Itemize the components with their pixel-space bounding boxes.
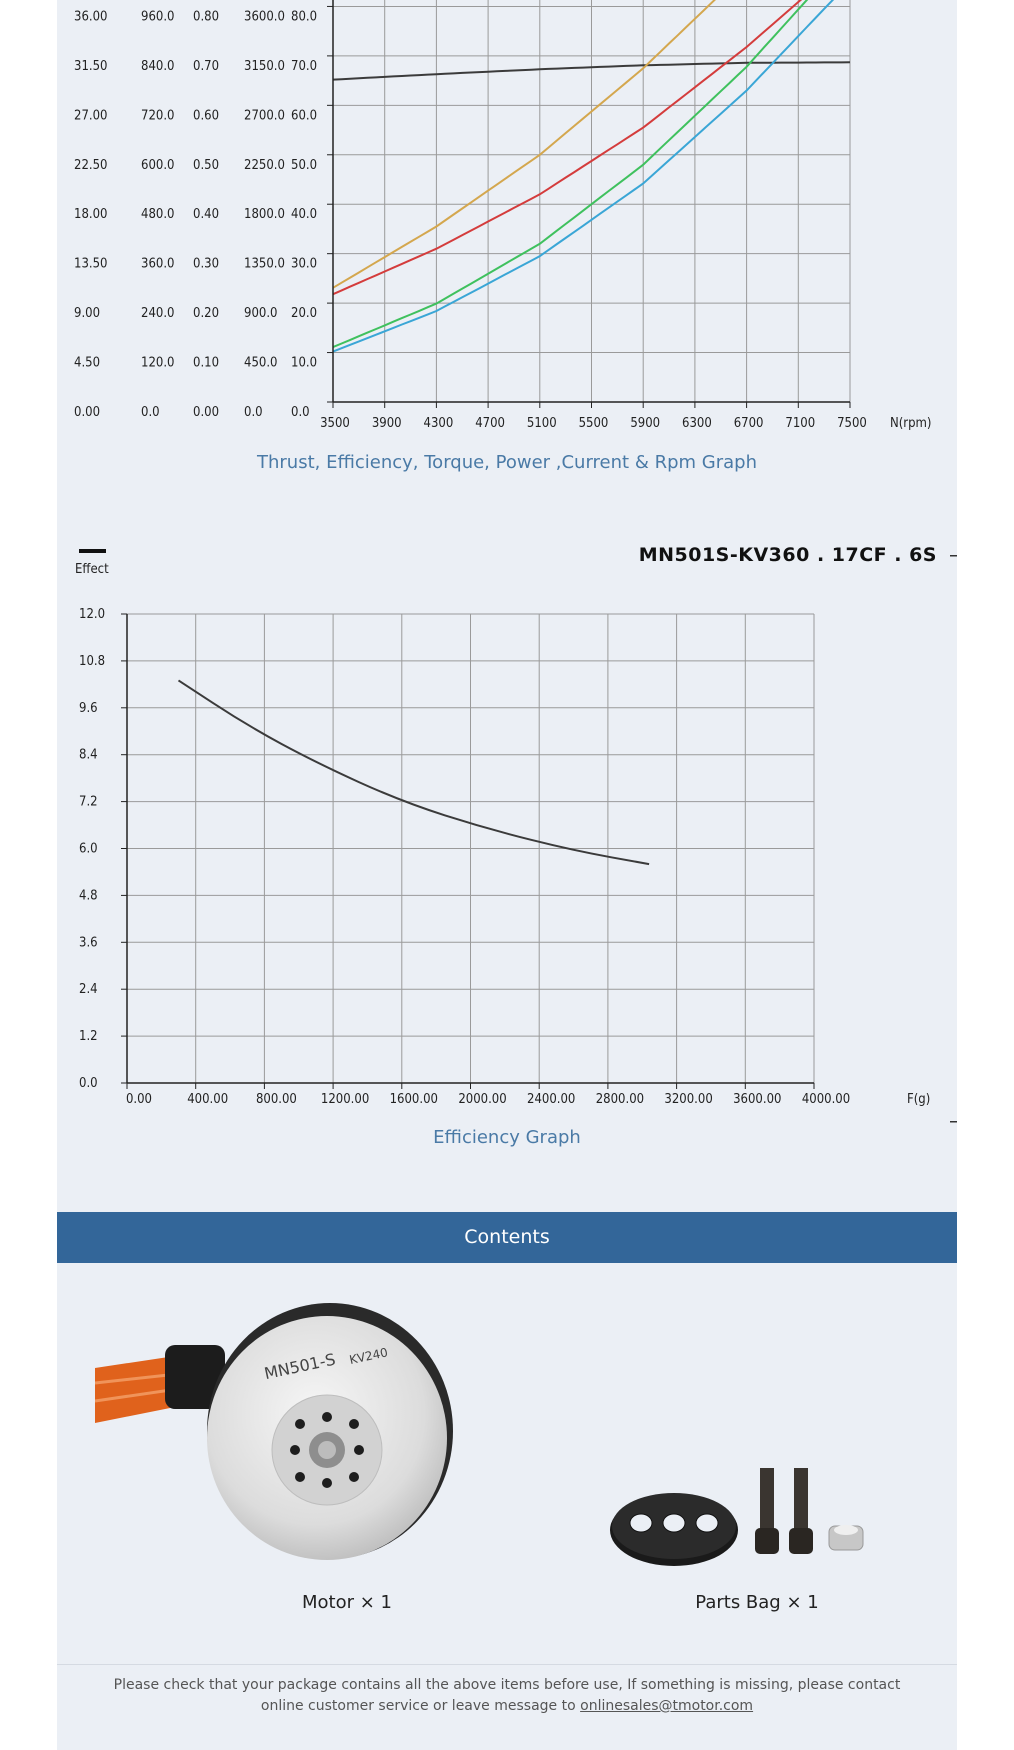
y-tick-label: 2.4 [79,982,98,998]
y-tick-label: 3.6 [79,935,98,951]
parts-bag-label: Parts Bag × 1 [695,1592,819,1613]
y-tick-label: 30.0 [291,256,318,272]
y-tick-label: 9.00 [74,306,101,322]
x-tick-label: 5500 [578,416,609,431]
x-tick-label: 5900 [630,416,661,431]
x-tick-label: 0.00 [125,1092,153,1107]
y-tick-label: 13.50 [74,256,108,272]
y-tick-label: 70.0 [291,58,318,74]
y-tick-label: 0.0 [291,405,310,420]
y-tick-label: 1.2 [79,1029,98,1045]
y-tick-label: 4.50 [74,355,101,371]
x-tick-label: 4000.00 [801,1092,851,1107]
y-tick-label: 960.0 [141,9,175,25]
y-tick-label: 0.0 [79,1076,98,1091]
y-tick-label: 0.00 [193,405,220,420]
motor-model-text: MN501-S [262,1349,338,1384]
y-tick-label: 4.8 [79,888,98,904]
x-tick-label: 6300 [682,416,712,431]
y-tick-label: 0.0 [244,405,263,420]
y-tick-label: 2700.0 [244,108,285,124]
contents-header: Contents [57,1212,957,1263]
x-tick-label: 4300 [423,416,454,431]
x-tick-label: 7500 [837,416,867,431]
y-tick-label: 0.60 [193,108,220,124]
x-tick-label: 3200.00 [664,1092,713,1107]
y-tick-label: 8.4 [79,747,98,763]
y-tick-label: 60.0 [291,108,318,124]
motor-label: Motor × 1 [302,1592,392,1613]
y-tick-label: 10.8 [79,653,106,669]
x-axis-label: F(g) [907,1092,931,1107]
y-tick-label: 120.0 [141,355,175,371]
motor-image [95,1283,495,1613]
parts-bag-image [597,1450,957,1580]
x-tick-label: 2800.00 [595,1092,645,1107]
y-tick-label: 22.50 [74,157,108,173]
x-tick-label: 800.00 [255,1092,297,1107]
y-tick-label: 600.0 [141,157,175,173]
chart2-subtitle: MN501S-KV360 . 17CF . 6S [638,544,937,566]
x-tick-label: 5100 [526,416,557,431]
y-tick-label: 360.0 [141,256,175,272]
x-tick-label: 3900 [371,416,402,431]
screw [794,1468,808,1530]
x-tick-label: 7100 [785,416,816,431]
x-tick-label: 400.00 [187,1092,229,1107]
y-tick-label: 0.80 [193,9,220,25]
footer-note [107,1675,907,1717]
legend-line-icon [79,549,106,553]
y-tick-label: 0.40 [193,207,220,223]
x-tick-label: 6700 [733,416,764,431]
y-tick-label: 6.0 [79,841,98,857]
x-tick-label: 3600.00 [733,1092,782,1107]
y-tick-label: 36.00 [74,9,108,25]
y-tick-label: 20.0 [291,306,318,322]
y-tick-label: 1800.0 [244,207,285,223]
y-tick-label: 31.50 [74,58,108,74]
x-tick-label: 1200.00 [320,1092,370,1107]
divider [57,1664,957,1665]
y-tick-label: 450.0 [244,355,278,371]
y-tick-label: 720.0 [141,108,175,124]
y-tick-label: 0.20 [193,306,220,322]
screw [760,1468,774,1530]
email-link[interactable]: onlinesales@tmotor.com [580,1698,754,1714]
y-tick-label: 7.2 [79,794,98,810]
x-tick-label: 4700 [475,416,505,431]
y-tick-label: 0.30 [193,256,220,272]
y-tick-label: 10.0 [291,355,318,371]
y-tick-label: 40.0 [291,207,318,223]
y-tick-label: 18.00 [74,207,108,223]
y-tick-label: 0.70 [193,58,220,74]
x-axis-label: N(rpm) [890,416,932,431]
side-mark [950,1121,957,1123]
y-tick-label: 900.0 [244,306,278,322]
y-tick-label: 12.0 [79,607,106,622]
y-tick-label: 0.0 [141,405,160,420]
side-mark [950,555,957,557]
y-tick-label: 2250.0 [244,157,285,173]
chart2-title: Efficiency Graph [433,1127,581,1148]
y-tick-label: 0.10 [193,355,220,371]
chart1-title: Thrust, Efficiency, Torque, Power ,Current & Rpm Graph [257,452,757,473]
y-tick-label: 50.0 [291,157,318,173]
page [57,0,957,1750]
y-tick-label: 240.0 [141,306,175,322]
y-tick-label: 27.00 [74,108,108,124]
x-tick-label: 2000.00 [458,1092,507,1107]
x-tick-label: 3500 [320,416,350,431]
y-tick-label: 3150.0 [244,58,285,74]
y-tick-label: 0.00 [74,405,101,420]
legend-label: Effect [75,562,109,577]
thrust-efficiency-chart [57,0,957,450]
x-tick-label: 2400.00 [527,1092,576,1107]
x-tick-label: 1600.00 [389,1092,438,1107]
y-tick-label: 480.0 [141,207,175,223]
y-tick-label: 840.0 [141,58,175,74]
y-tick-label: 1350.0 [244,256,285,272]
footer-text: Please check that your package contains all the above items before use, If something is missing, please contact online customer service or leave message to [113,1677,901,1714]
motor-kv-text: KV240 [348,1345,390,1368]
y-tick-label: 3600.0 [244,9,285,25]
y-tick-label: 80.0 [291,9,318,25]
y-tick-label: 9.6 [79,700,98,716]
series-effect [179,680,650,864]
y-tick-label: 0.50 [193,157,220,173]
